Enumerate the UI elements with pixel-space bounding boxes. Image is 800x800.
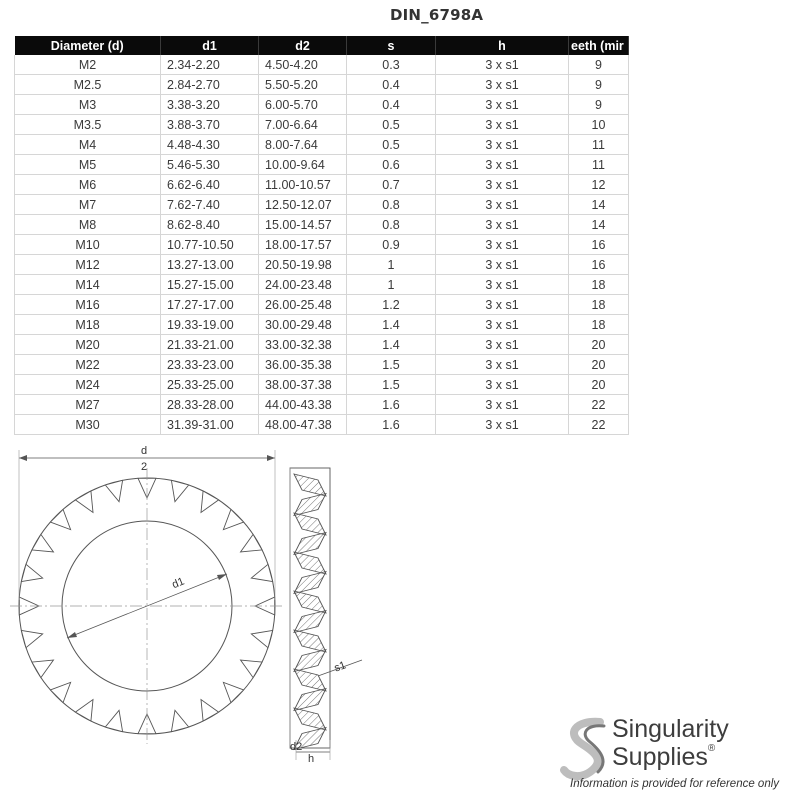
teeth-cell: 10: [569, 115, 629, 135]
teeth-cell: 18: [569, 295, 629, 315]
side-tooth: [294, 630, 326, 652]
h-cell: 3 x s1: [436, 375, 569, 395]
col-header-d1: d1: [161, 36, 259, 55]
d1-cell: 17.27-17.00: [161, 295, 259, 315]
h-cell: 3 x s1: [436, 55, 569, 75]
d2-cell: 26.00-25.48: [259, 295, 347, 315]
s-cell: 1.6: [347, 395, 436, 415]
washer-tooth: [223, 682, 243, 702]
h-cell: 3 x s1: [436, 175, 569, 195]
col-header-s: s: [347, 36, 436, 55]
table-row: [15, 135, 629, 155]
s-cell: 0.5: [347, 135, 436, 155]
teeth-cell: 16: [569, 235, 629, 255]
washer-tooth: [105, 480, 122, 501]
diameter-cell: M22: [15, 355, 161, 375]
table-row: [15, 235, 629, 255]
washer-tooth: [251, 564, 272, 581]
d2-cell: 11.00-10.57: [259, 175, 347, 195]
d2-cell: 8.00-7.64: [259, 135, 347, 155]
h-cell: 3 x s1: [436, 295, 569, 315]
d2-cell: 30.00-29.48: [259, 315, 347, 335]
s-cell: 1.6: [347, 415, 436, 435]
d2-cell: 24.00-23.48: [259, 275, 347, 295]
d1-cell: 31.39-31.00: [161, 415, 259, 435]
h-cell: 3 x s1: [436, 75, 569, 95]
table-row: [15, 215, 629, 235]
diameter-cell: M4: [15, 135, 161, 155]
d1-cell: 7.62-7.40: [161, 195, 259, 215]
table-row: [15, 335, 629, 355]
d-arrow-right: [267, 455, 275, 461]
diameter-cell: M27: [15, 395, 161, 415]
brand-name-line1: Singularity: [612, 715, 729, 743]
teeth-cell: 22: [569, 415, 629, 435]
d1-label: d1: [170, 575, 187, 592]
diameter-cell: M10: [15, 235, 161, 255]
d1-cell: 28.33-28.00: [161, 395, 259, 415]
d1-cell: 10.77-10.50: [161, 235, 259, 255]
d1-cell: 2.84-2.70: [161, 75, 259, 95]
washer-side-view: [290, 468, 362, 760]
diameter-cell: M2: [15, 55, 161, 75]
d1-cell: 6.62-6.40: [161, 175, 259, 195]
h-cell: 3 x s1: [436, 215, 569, 235]
table-row: [15, 95, 629, 115]
h-cell: 3 x s1: [436, 255, 569, 275]
side-tooth: [294, 572, 326, 594]
s1-label: s1: [332, 659, 348, 675]
d1-cell: 15.27-15.00: [161, 275, 259, 295]
table-row: [15, 175, 629, 195]
teeth-cell: 14: [569, 195, 629, 215]
teeth-cell: 16: [569, 255, 629, 275]
d1-cell: 8.62-8.40: [161, 215, 259, 235]
d1-arrow-end: [217, 574, 227, 580]
washer-tooth: [223, 509, 243, 529]
d2-label: d2: [290, 741, 303, 753]
s-cell: 0.9: [347, 235, 436, 255]
washer-tooth: [105, 710, 122, 731]
washer-tooth: [251, 630, 272, 647]
teeth-cell: 11: [569, 155, 629, 175]
diameter-cell: M6: [15, 175, 161, 195]
washer-tooth: [171, 710, 188, 731]
s-cell: 0.4: [347, 95, 436, 115]
h-cell: 3 x s1: [436, 275, 569, 295]
s-cell: 1: [347, 255, 436, 275]
spec-table: [14, 36, 629, 435]
teeth-cell: 14: [569, 215, 629, 235]
s-cell: 0.5: [347, 115, 436, 135]
d2-cell: 38.00-37.38: [259, 375, 347, 395]
s-cell: 1.4: [347, 315, 436, 335]
d2-cell: 44.00-43.38: [259, 395, 347, 415]
d2-cell: 6.00-5.70: [259, 95, 347, 115]
s-cell: 0.4: [347, 75, 436, 95]
d2-cell: 4.50-4.20: [259, 55, 347, 75]
teeth-cell: 20: [569, 375, 629, 395]
teeth-cell: 18: [569, 275, 629, 295]
table-row: [15, 75, 629, 95]
d1-cell: 25.33-25.00: [161, 375, 259, 395]
side-tooth: [294, 533, 326, 555]
s-cell: 0.8: [347, 215, 436, 235]
h-cell: 3 x s1: [436, 155, 569, 175]
diameter-cell: M14: [15, 275, 161, 295]
table-row: [15, 155, 629, 175]
d2-cell: 5.50-5.20: [259, 75, 347, 95]
d1-cell: 21.33-21.00: [161, 335, 259, 355]
teeth-cell: 18: [569, 315, 629, 335]
table-row: [15, 415, 629, 435]
brand-name-line2: [612, 743, 715, 772]
table-row: [15, 55, 629, 75]
side-tooth: [294, 552, 326, 574]
diameter-cell: M24: [15, 375, 161, 395]
washer-front-view: [10, 450, 285, 744]
table-row: [15, 275, 629, 295]
teeth-cell: 20: [569, 335, 629, 355]
col-header-teeth: eeth (mir: [569, 36, 629, 55]
side-tooth: [294, 513, 326, 535]
side-tooth: [294, 474, 326, 496]
side-tooth: [294, 689, 326, 711]
s-cell: 1.5: [347, 375, 436, 395]
d2-cell: 18.00-17.57: [259, 235, 347, 255]
teeth-cell: 12: [569, 175, 629, 195]
h-cell: 3 x s1: [436, 95, 569, 115]
table-row: [15, 195, 629, 215]
d2-cell: 48.00-47.38: [259, 415, 347, 435]
d2-cell: 20.50-19.98: [259, 255, 347, 275]
diameter-cell: M2.5: [15, 75, 161, 95]
d-arrow-left: [19, 455, 27, 461]
disclaimer-text: Information is provided for reference only: [570, 778, 780, 790]
col-header-h: h: [436, 36, 569, 55]
d1-cell: 3.88-3.70: [161, 115, 259, 135]
side-tooth: [294, 611, 326, 633]
diameter-cell: M18: [15, 315, 161, 335]
d1-cell: 5.46-5.30: [161, 155, 259, 175]
h-cell: 3 x s1: [436, 335, 569, 355]
table-row: [15, 375, 629, 395]
h-cell: 3 x s1: [436, 395, 569, 415]
s-cell: 1: [347, 275, 436, 295]
s-cell: 0.6: [347, 155, 436, 175]
d1-cell: 3.38-3.20: [161, 95, 259, 115]
side-tooth: [294, 591, 326, 613]
washer-tooth: [171, 480, 188, 501]
table-row: [15, 255, 629, 275]
s-cell: 0.8: [347, 195, 436, 215]
d1-cell: 13.27-13.00: [161, 255, 259, 275]
teeth-cell: 20: [569, 355, 629, 375]
d-half-label: 2: [141, 461, 148, 473]
s-cell: 1.4: [347, 335, 436, 355]
diameter-cell: M8: [15, 215, 161, 235]
s-cell: 1.5: [347, 355, 436, 375]
diameter-cell: M7: [15, 195, 161, 215]
side-tooth: [294, 494, 326, 516]
d1-arrow-start: [67, 632, 77, 638]
teeth-cell: 22: [569, 395, 629, 415]
teeth-cell: 9: [569, 95, 629, 115]
diameter-cell: M20: [15, 335, 161, 355]
h-cell: 3 x s1: [436, 355, 569, 375]
h-cell: 3 x s1: [436, 195, 569, 215]
table-header-row: [15, 36, 629, 55]
side-twisted-teeth: [294, 474, 326, 750]
col-header-d2: d2: [259, 36, 347, 55]
diameter-cell: M12: [15, 255, 161, 275]
d2-cell: 7.00-6.64: [259, 115, 347, 135]
h-cell: 3 x s1: [436, 135, 569, 155]
washer-tooth: [50, 682, 70, 702]
d2-cell: 15.00-14.57: [259, 215, 347, 235]
col-header-diameter: Diameter (d): [15, 36, 161, 55]
washer-tooth: [21, 630, 42, 647]
diameter-cell: M5: [15, 155, 161, 175]
table-row: [15, 295, 629, 315]
table-row: [15, 355, 629, 375]
registered-mark: ®: [707, 743, 716, 754]
s-cell: 0.3: [347, 55, 436, 75]
d2-cell: 36.00-35.38: [259, 355, 347, 375]
washer-tooth: [21, 564, 42, 581]
h-label: h: [308, 753, 315, 765]
teeth-cell: 9: [569, 55, 629, 75]
h-cell: 3 x s1: [436, 115, 569, 135]
diameter-cell: M30: [15, 415, 161, 435]
d1-cell: 23.33-23.00: [161, 355, 259, 375]
side-tooth: [294, 650, 326, 672]
diameter-cell: M3.5: [15, 115, 161, 135]
d2-cell: 33.00-32.38: [259, 335, 347, 355]
h-cell: 3 x s1: [436, 415, 569, 435]
side-tooth: [294, 669, 326, 691]
table-row: [15, 115, 629, 135]
table-body: [15, 55, 629, 435]
table-row: [15, 315, 629, 335]
d-label: d: [141, 445, 148, 457]
diameter-cell: M3: [15, 95, 161, 115]
h-cell: 3 x s1: [436, 235, 569, 255]
d1-cell: 2.34-2.20: [161, 55, 259, 75]
teeth-cell: 11: [569, 135, 629, 155]
table-row: [15, 395, 629, 415]
teeth-cell: 9: [569, 75, 629, 95]
d1-cell: 4.48-4.30: [161, 135, 259, 155]
logo-swoosh-icon: [564, 722, 600, 776]
h-cell: 3 x s1: [436, 315, 569, 335]
s-cell: 0.7: [347, 175, 436, 195]
diameter-cell: M16: [15, 295, 161, 315]
d1-cell: 19.33-19.00: [161, 315, 259, 335]
d2-cell: 12.50-12.07: [259, 195, 347, 215]
washer-tooth: [50, 509, 70, 529]
s-cell: 1.2: [347, 295, 436, 315]
page-title: DIN_6798A: [390, 6, 484, 24]
d2-cell: 10.00-9.64: [259, 155, 347, 175]
brand-name-line2-text: Supplies: [612, 743, 708, 771]
side-tooth: [294, 708, 326, 730]
